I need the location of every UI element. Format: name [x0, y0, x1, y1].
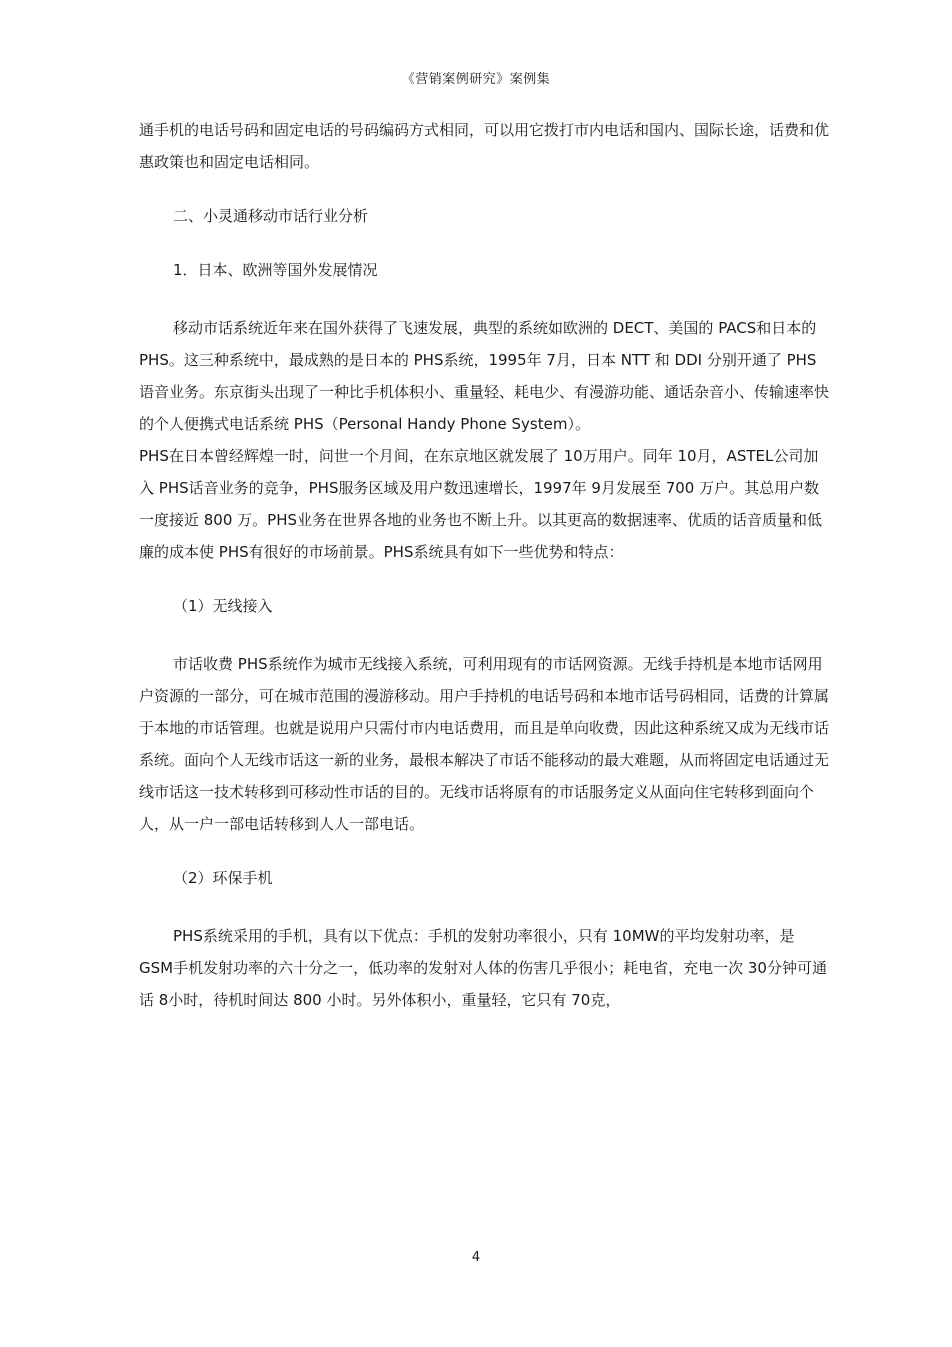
paragraph-continued: 通手机的电话号码和固定电话的号码编码方式相同，可以用它拨打市内电话和国内、国际长途，话费和优惠政策也和固定电话相同。: [139, 121, 830, 171]
item-heading-eco-phone: （2）环保手机: [173, 869, 273, 887]
item-heading-wireless-access: （1）无线接入: [173, 597, 273, 615]
paragraph-eco-phone: PHS系统采用的手机，具有以下优点：手机的发射功率很小，只有 10MW的平均发射功率，是 GSM手机发射功率的六十分之一，低功率的发射对人体的伤害几乎很小；耗电省，充电一次 30分钟可通话 8小时，待机时间达 800 小时。另外体积小，重量轻，它只有 70克，: [139, 927, 827, 1009]
paragraph-phs-japan: PHS在日本曾经辉煌一时，问世一个月间，在东京地区就发展了 10万用户。同年 10月，ASTEL公司加入 PHS话音业务的竞争，PHS服务区域及用户数迅速增长，1997年 9月发展至 700 万户。其总用户数一度接近 800 万。PHS业务在世界各地的业务也不断上升。以其更高的数据速率、优质的话音质量和低廉的成本使 PHS有很好的市场前景。PHS系统具有如下一些优势和特点：: [139, 447, 823, 561]
paragraph-overview: 移动市话系统近年来在国外获得了飞速发展，典型的系统如欧洲的 DECT、美国的 PACS和日本的 PHS。这三种系统中，最成熟的是日本的 PHS系统，1995年 7月，日本 NTT 和 DDI 分别开通了 PHS语音业务。东京街头出现了一种比手机体积小、重量轻、耗电少、有漫游功能、通话杂音小、传输速率快的个人便携式电话系统 PHS（Personal Handy Phone System）。: [139, 319, 830, 433]
subsection-heading: 1．日本、欧洲等国外发展情况: [173, 261, 378, 279]
document-body: [139, 114, 829, 1016]
paragraph-wireless-access: 市话收费 PHS系统作为城市无线接入系统，可利用现有的市话网资源。无线手持机是本地市话网用户资源的一部分，可在城市范围的漫游移动。用户手持机的电话号码和本地市话号码相同，话费的计算属于本地的市话管理。也就是说用户只需付市内电话费用，而且是单向收费，因此这种系统又成为无线市话系统。面向个人无线市话这一新的业务，最根本解决了市话不能移动的最大难题，从而将固定电话通过无线市话这一技术转移到可移动性市话的目的。无线市话将原有的市话服务定义从面向住宅转移到面向个人，从一户一部电话转移到人人一部电话。: [139, 655, 830, 833]
page-header: 《营销案例研究》案例集: [401, 72, 551, 87]
page-number: 4: [471, 1250, 481, 1265]
section-heading: 二、小灵通移动市话行业分析: [173, 207, 369, 225]
